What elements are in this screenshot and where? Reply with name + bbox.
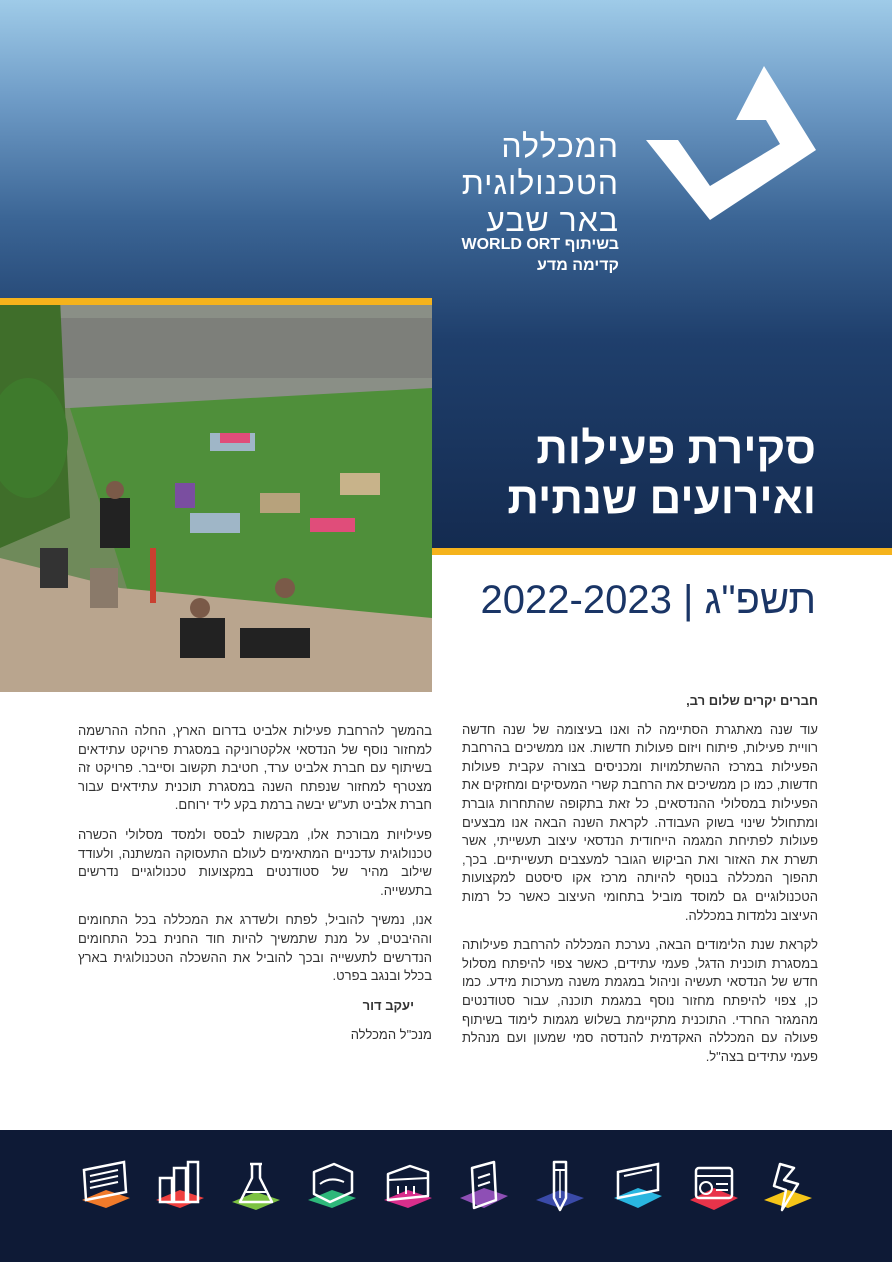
flask-icon	[228, 1158, 284, 1216]
page-title-line1: סקירת פעילות	[536, 424, 816, 473]
printer-3d-icon	[304, 1158, 360, 1216]
laptop-icon	[610, 1158, 666, 1216]
factory-icon	[380, 1158, 436, 1216]
tablet-icon	[456, 1158, 512, 1216]
letter-greeting: חברים יקרים שלום רב,	[686, 693, 818, 708]
school-year: תשפ"ג | 2022-2023	[480, 578, 816, 622]
college-name-line2: הטכנולוגית	[461, 165, 619, 201]
partner-line2: קדימה מדע	[537, 257, 619, 274]
monitor-icon	[78, 1158, 134, 1216]
letter-column-right	[462, 692, 818, 1077]
letter-paragraph-3: בהמשך להרחבת פעילות אלביט בדרום הארץ, החלה ההרשמה למחזור נוסף של הנדסאי אלקטרוניקה במסגרת פרויקט עתידאים בשיתוף עם חברת אלביט ערד, חטיבת תקשוב וסייבר. פרויקט זה מצטרף למחזור שנפתח השנה במסגרת תוכנית עתידאים עבור חברת אלביט תע"ש יבשה ברמת בקע ליד ירוחם.	[78, 723, 432, 813]
title-accent-bar	[432, 548, 892, 555]
footer-icon-strip	[0, 1130, 892, 1262]
college-name	[462, 128, 619, 239]
pencil-icon	[532, 1158, 588, 1216]
partner-line1: בשיתוף WORLD ORT	[461, 236, 619, 253]
lightning-icon	[760, 1158, 816, 1216]
signature-name: יעקב דור	[362, 997, 414, 1013]
campus-courtyard-photo	[0, 298, 432, 692]
letter-paragraph-2: לקראת שנת הלימודים הבאה, נערכת המכללה להרחבת פעילותה במסגרת תוכנית הדגל, פעמי עתידים, כאשר צפוי להיפתח מסלול חדש של הנדסאי תעשיה וניהול במגמת משנה מערכות מידע. כמו כן, צפוי להיפתח מחזור נוסף במגמת תוכנה, עבור סטודנטים מהמגזר החרדי. התוכנית מתקיימת בשלוש מגמות לימוד בשיתוף פעולה עם המכללה האקדמית להנדסה סמי שמעון ועם מנהלת פעמי עתידים בצה"ל.	[462, 937, 818, 1064]
letter-paragraph-5: אנו, נמשיך להוביל, לפתח ולשדרג את המכללה בכל התחומים וההיבטים, על מנת שתמשיך להיות חוד החנית בכל התחומים הנדרשים לתעשייה ובכך להוביל את ההשכלה הטכנולוגית בארץ בכלל ובנגב בפרט.	[78, 912, 432, 984]
photo-accent-bar	[0, 298, 432, 305]
triangle-checkmark-icon	[640, 62, 820, 222]
buildings-icon	[152, 1158, 208, 1216]
college-name-line1: המכללה	[501, 128, 619, 164]
page-title-line2: ואירועים שנתית	[507, 474, 816, 523]
signature-role: מנכ"ל המכללה	[350, 1027, 432, 1043]
page-title	[507, 424, 816, 524]
letter-column-left	[78, 722, 432, 1056]
letter-paragraph-4: פעילויות מבורכת אלו, מבקשות לבסס ולמסד מסלולי הכשרה טכנולוגית עדכניים המתאימים לעולם התעסוקה המשתנה, ולעודד שילוב מהיר של סטודנטים במקצועות טכנולוגיים נדרשים בתעשייה.	[78, 826, 432, 898]
circuit-board-icon	[686, 1158, 742, 1216]
partner-text	[461, 234, 619, 276]
college-name-line3: באר שבע	[486, 202, 619, 238]
letter-paragraph-1: עוד שנה מאתגרת הסתיימה לה ואנו בעיצומה של שנה חדשה רוויית פעילות, פיתוח ויזום פעולות חדשות. אנו ממשיכים בהרחבת הפעילות במרכז ההשתלמויות ומכניסים בצורה עקבית פעולות חדשות, כמו כן ממשיכים את הרחבת קשרי המעסיקים ומחזקים את הפעילות במסלולי ההנדסאים, כל זאת בתקופה שהתחרות גוברת ומתחולל שינוי בשוק העבודה. לקראת השנה הבאה אנו מבצעים פעולות לפתיחת המגמה הייחודית הנדסאי עיצוב תעשייתי, אשר תשרת את האזור ואת הביקוש הגובר למעצבים תעשייתיים. בכך, תהפוך המכללה בנוסף להיותה מרכז אקו סיסטם למקצועות הטכנולוגיים גם למוסד מוביל בתחומי העיצוב כאשר כל רמות העיצוב נלמדות במכללה.	[462, 721, 818, 923]
